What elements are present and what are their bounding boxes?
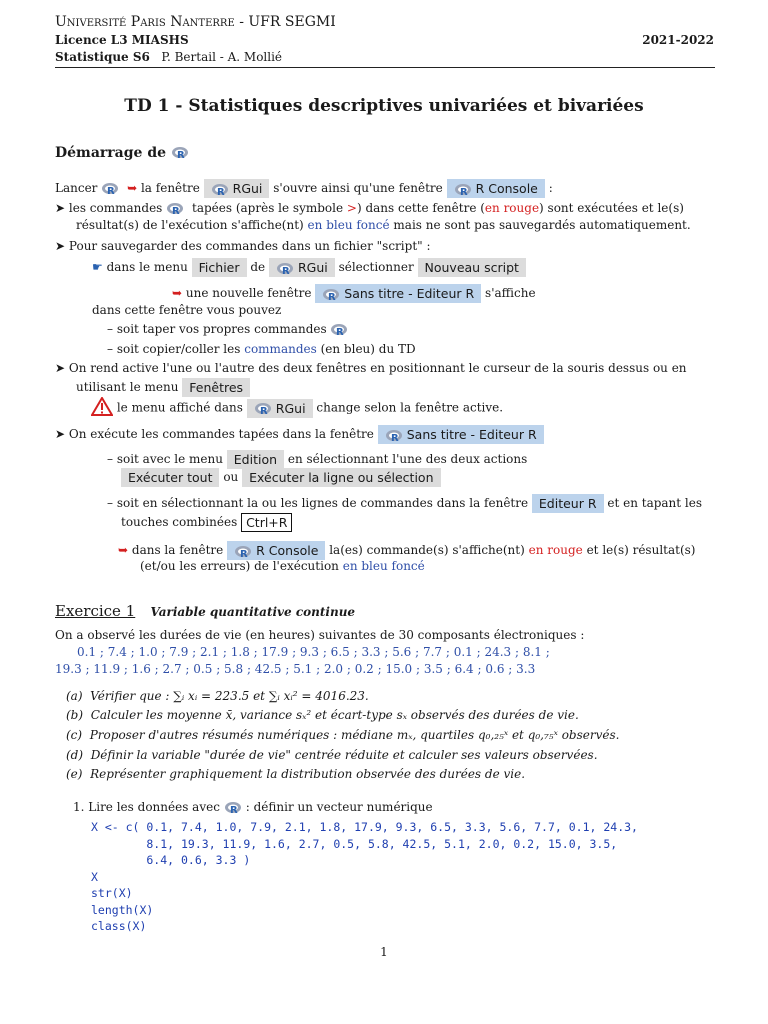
b4-opt2-c: touches combinées (121, 515, 238, 529)
r-logo-icon (454, 183, 472, 197)
r-logo-icon (322, 288, 340, 302)
academic-year: 2021-2022 (642, 33, 714, 47)
sans-titre-window-label (378, 425, 544, 444)
b4-res-b: la(es) commande(s) s'affiche(nt) (329, 543, 525, 557)
svg-text:R: R (459, 186, 468, 197)
intro-line (55, 179, 553, 198)
r-logo-icon (330, 323, 348, 337)
b4-actions (121, 468, 441, 487)
exercise-intro: On a observé les durées de vie (en heures) suivantes de 30 composants électroniques : (55, 628, 585, 642)
header-rule (55, 67, 715, 68)
r-logo-icon (171, 146, 189, 160)
nouveau-script-menu-item: Nouveau script (418, 258, 526, 277)
code-line: 8.1, 19.3, 11.9, 1.6, 2.7, 0.5, 5.8, 42.5, 5.1, 2.0, 0.2, 15.0, 3.5, (91, 836, 618, 851)
exercise-label: Exercice 1 (55, 602, 136, 620)
b1-blue-text: en bleu foncé (307, 218, 390, 232)
b2-option-2: – soit copier/coller les commandes (en bleu) du TD (107, 342, 416, 356)
b4-opt1-a: soit avec le menu (116, 452, 223, 466)
course-authors (55, 50, 282, 64)
b2-text: Pour sauvegarder des commandes dans un fichier "script" : (68, 239, 431, 253)
exercise-heading (55, 602, 355, 620)
b1-text-c: ) dans cette fenêtre ( (356, 201, 485, 215)
question-d (66, 748, 598, 762)
b2-vous: dans cette fenêtre vous pouvez (92, 303, 282, 317)
rgui-window-label (204, 179, 270, 198)
b4-res-c: et le(s) résultat(s) (586, 543, 696, 557)
b2-opt2-a: soit copier/coller les (116, 342, 241, 356)
step-1 (73, 800, 433, 815)
rconsole-text: R Console (475, 181, 538, 196)
b3-line1: On rend active l'une ou l'autre des deux fenêtres en positionnant le curseur de la souris dessus ou en (68, 361, 687, 375)
b4-res-blue: en bleu foncé (342, 559, 425, 573)
svg-text:R: R (216, 186, 225, 197)
question-label: (b) (66, 708, 84, 722)
bullet-4 (55, 425, 544, 444)
svg-text:R: R (390, 432, 399, 443)
arrowhead-bullet-icon: ➤ (55, 239, 66, 253)
question-text: Vérifier que : ∑ᵢ xᵢ = 223.5 et ∑ᵢ xᵢ² = 4016.23. (90, 689, 369, 703)
svg-text:R: R (328, 291, 336, 302)
licence: Licence L3 MIASHS (55, 33, 189, 47)
intro-text-2: s'ouvre ainsi qu'une fenêtre (273, 181, 443, 195)
red-arrow-icon: ➥ (118, 543, 129, 557)
code-line: 6.4, 0.6, 3.3 ) (91, 853, 251, 867)
svg-text:R: R (229, 804, 238, 815)
b4-result-line-2 (140, 559, 425, 573)
rconsole-window-label (447, 179, 545, 198)
question-c (66, 728, 619, 742)
authors: P. Bertail - A. Mollié (161, 50, 283, 64)
pointing-hand-icon: ☛ (92, 260, 103, 274)
b4-opt2-b: et en tapant les (607, 496, 703, 510)
sans-titre-window-label (315, 284, 481, 303)
question-label: (d) (66, 748, 84, 762)
bullet-3 (55, 361, 687, 375)
code-line: str(X) (91, 886, 133, 900)
bullet-1-line-2 (76, 218, 691, 232)
b2-opt2-b: (en bleu) du TD (320, 342, 416, 356)
question-b (66, 708, 579, 722)
code-line: length(X) (91, 902, 154, 917)
b1-text-a: les commandes (68, 201, 163, 215)
rgui-window-label (247, 399, 313, 418)
editeur-r-window-label: Editeur R (532, 494, 604, 513)
r-logo-icon (385, 429, 403, 443)
b4-option-2: – soit en sélectionnant la ou les lignes de commandes dans la fenêtre Editeur R et en tapant les (107, 496, 703, 511)
b2-new-window-line (172, 284, 536, 303)
fenetres-menu: Fenêtres (182, 378, 250, 397)
step1-a: 1. Lire les données avec (73, 800, 220, 814)
b1-line2-b: mais ne sont pas sauvegardés automatiquement. (393, 218, 691, 232)
fichier-menu: Fichier (192, 258, 247, 277)
b4-res-a: dans la fenêtre (131, 543, 224, 557)
b1-red-text: en rouge (484, 201, 540, 215)
question-text: Définir la variable "durée de vie" centrée réduite et calculer ses valeurs observées. (90, 748, 598, 762)
b4-keys-line (121, 513, 292, 532)
b2-opt1-text: soit taper vos propres commandes (116, 322, 327, 336)
ctrl-r-shortcut: Ctrl+R (241, 513, 292, 532)
b2-menu-line (92, 258, 526, 277)
r-logo-icon (224, 801, 242, 815)
rgui-window-label (269, 258, 335, 277)
b4-res-red: en rouge (528, 543, 583, 557)
svg-text:R: R (107, 185, 115, 196)
page-number: 1 (380, 945, 388, 959)
b2-new-a: une nouvelle fenêtre (185, 286, 312, 300)
bullet-1 (55, 201, 684, 216)
warning-triangle-icon (91, 397, 113, 419)
b4-opt1-b: en sélectionnant l'une des deux actions (287, 452, 528, 466)
b2-menu-text: dans le menu (106, 260, 188, 274)
svg-text:R: R (281, 265, 290, 276)
b2-opt2-blue: commandes (244, 342, 317, 356)
svg-text:R: R (336, 326, 345, 337)
b3-warning (91, 397, 503, 419)
question-label: (e) (66, 767, 83, 781)
question-text: Représenter graphiquement la distribution observée des durées de vie. (90, 767, 526, 781)
b4-ou: ou (223, 470, 239, 484)
svg-text:R: R (172, 205, 180, 216)
question-label: (c) (66, 728, 83, 742)
intro-text: la fenêtre (140, 181, 200, 195)
course-name: Statistique S6 (55, 50, 150, 64)
data-values-line-1: 0.1 ; 7.4 ; 1.0 ; 7.9 ; 2.1 ; 1.8 ; 17.9 ; 9.3 ; 6.5 ; 3.3 ; 5.6 ; 7.7 ; 0.1 ; 24.3 ; 8.1 ; (77, 645, 550, 659)
intro-colon: : (548, 181, 553, 195)
svg-text:R: R (240, 548, 248, 559)
b1-text-b: tapées (après le symbole (192, 201, 344, 215)
rconsole-window-label (227, 541, 325, 560)
question-text: Proposer d'autres résumés numériques : médiane mₓ, quartiles q₀,₂₅ˣ et q₀,₇₅ˣ observés. (89, 728, 620, 742)
b4-option-1: – soit avec le menu Edition en sélectionnant l'une des deux actions (107, 452, 528, 467)
rgui-text: RGui (275, 400, 306, 416)
edition-menu: Edition (227, 450, 284, 469)
section-heading (55, 145, 193, 161)
b4-text: On exécute les commandes tapées dans la fenêtre (68, 427, 374, 441)
rconsole-text: R Console (256, 543, 319, 558)
r-logo-icon (211, 183, 229, 197)
b2-option-1: – soit taper vos propres commandes R (107, 322, 352, 337)
sans-titre-text: Sans titre - Editeur R (344, 286, 475, 301)
r-logo-icon (276, 262, 294, 276)
r-logo-icon (254, 402, 272, 416)
question-e (66, 767, 525, 781)
b3-warn-b: change selon la fenêtre active. (316, 400, 504, 415)
step1-b: : définir un vecteur numérique (245, 800, 433, 814)
r-logo-icon (166, 202, 184, 216)
question-a (66, 689, 369, 703)
red-arrow-icon: ➥ (127, 181, 138, 195)
prompt-symbol: > (346, 201, 357, 215)
b2-select: sélectionner (338, 260, 414, 274)
b4-opt2-a: soit en sélectionnant la ou les lignes de commandes dans la fenêtre (116, 496, 529, 510)
arrowhead-bullet-icon: ➤ (55, 427, 66, 441)
executer-tout-menu-item: Exécuter tout (121, 468, 219, 487)
code-block (91, 819, 638, 935)
sans-titre-text: Sans titre - Editeur R (406, 427, 537, 442)
executer-ligne-menu-item: Exécuter la ligne ou sélection (242, 468, 440, 487)
code-line: X (91, 869, 98, 884)
r-logo-icon (234, 545, 252, 559)
bullet-2 (55, 239, 431, 253)
b3-line2 (76, 378, 250, 397)
b1-line2-a: résultat(s) de l'exécution s'affiche(nt) (76, 218, 304, 232)
svg-text:R: R (176, 150, 185, 160)
svg-text:R: R (259, 406, 268, 416)
b3-warn-a: le menu affiché dans (116, 400, 243, 415)
section-heading-text: Démarrage de (55, 145, 167, 161)
code-line: class(X) (91, 919, 147, 933)
r-logo-icon (101, 182, 119, 196)
b4-result-line (118, 541, 695, 560)
university-name: Université Paris Nanterre - UFR SEGMI (55, 14, 336, 30)
b3-line2-text: utilisant le menu (76, 380, 179, 394)
arrowhead-bullet-icon: ➤ (55, 361, 66, 375)
question-label: (a) (66, 689, 83, 703)
page-title: TD 1 - Statistiques descriptives univariées et bivariées (124, 96, 644, 116)
exercise-subtitle: Variable quantitative continue (150, 605, 356, 619)
b4-res-line2: (et/ou les erreurs) de l'exécution (140, 559, 339, 573)
data-values-line-2: 19.3 ; 11.9 ; 1.6 ; 2.7 ; 0.5 ; 5.8 ; 42.5 ; 5.1 ; 2.0 ; 0.2 ; 15.0 ; 3.5 ; 6.4 ; 0.6 ; 3.3 (55, 662, 536, 676)
b2-de: de (250, 260, 266, 274)
code-line: X <- c( 0.1, 7.4, 1.0, 7.9, 2.1, 1.8, 17.9, 9.3, 6.5, 3.3, 5.6, 7.7, 0.1, 24.3, (91, 820, 638, 834)
arrowhead-bullet-icon: ➤ (55, 201, 66, 215)
red-arrow-icon: ➥ (172, 286, 183, 300)
rgui-text: RGui (232, 181, 263, 196)
intro-lancer: Lancer (55, 181, 98, 195)
question-text: Calculer les moyenne x̄, variance sₓ² et écart-type sₓ observés des durées de vie. (90, 708, 579, 722)
b1-text-d: ) sont exécutées et le(s) (539, 201, 684, 215)
b2-new-b: s'affiche (485, 286, 536, 300)
rgui-text: RGui (297, 260, 328, 275)
